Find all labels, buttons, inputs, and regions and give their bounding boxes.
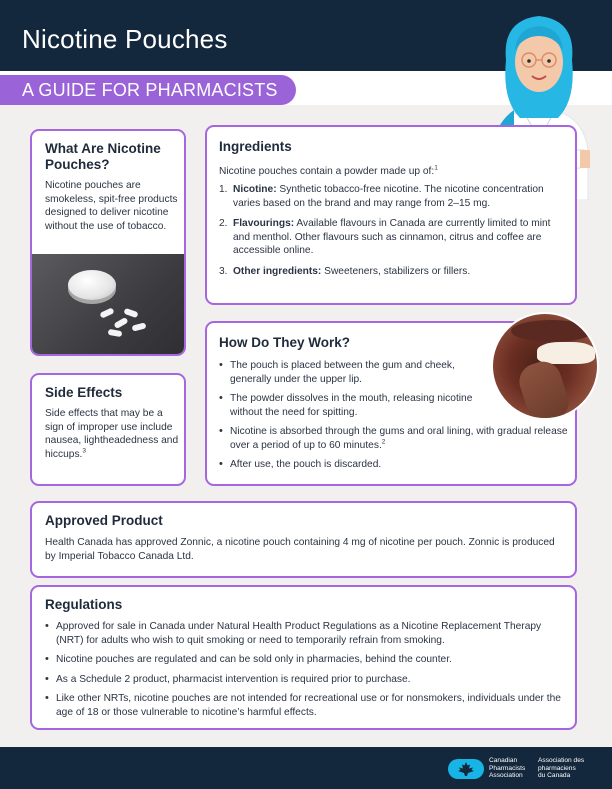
what-are-text: Nicotine pouches are smokeless, spit-free products designed to deliver nicotine without the use of tobacco. (45, 180, 178, 232)
regulations-heading: Regulations (45, 597, 123, 612)
approved-heading: Approved Product (45, 513, 163, 528)
regulations-card (30, 585, 577, 730)
approved-product-card (30, 501, 577, 578)
how-item: • The pouch is placed between the gum and cheek, generally under the upper lip. (219, 359, 569, 386)
how-heading: How Do They Work? (219, 335, 351, 350)
pouch-item (131, 322, 146, 331)
side-effects-text: Side effects that may be a sign of improper use include nausea, lightheadedness and hiccups.$^3$ (45, 408, 179, 460)
regulation-item: • Nicotine pouches are regulated and can be sold only in pharmacies, behind the counter. (45, 653, 567, 667)
how-item: • Nicotine is absorbed through the gums and oral lining, with gradual release over a period of up to 60 minutes.$^2$ (219, 425, 569, 452)
how-item: • The powder dissolves in the mouth, releasing nicotine without the need for spitting. (219, 392, 569, 419)
what-are-card (30, 129, 186, 356)
regulation-item: • As a Schedule 2 product, pharmacist intervention is required prior to purchase. (45, 673, 567, 687)
ingredients-intro: Nicotine pouches contain a powder made up of:$^1$ (219, 164, 438, 177)
ingredients-list (219, 183, 569, 285)
pouch-item (99, 307, 114, 318)
regulations-list (45, 620, 567, 725)
ingredients-heading: Ingredients (219, 139, 292, 154)
approved-text: Health Canada has approved Zonnic, a nicotine pouch containing 4 mg of nicotine per pouch. Zonnic is produced by Imperial Tobacco Canada Ltd. (45, 537, 555, 562)
what-are-heading: What Are Nicotine Pouches? (45, 141, 161, 172)
ingredients-card (205, 125, 577, 305)
ingredient-item: 3. Other ingredients: Sweeteners, stabilizers or fillers. (219, 265, 471, 277)
pouch-tin-photo (32, 254, 186, 356)
cpha-logo-english: Canadian Pharmacists Association (489, 757, 526, 780)
page-title: Nicotine Pouches (22, 24, 228, 54)
regulation-item: • Like other NRTs, nicotine pouches are not intended for recreational use or for nonsmokers, individuals under the age of 18 or those vulnerable to nicotine’s harmful effects. (45, 692, 567, 719)
how-item: • After use, the pouch is discarded. (219, 458, 569, 472)
pouch-item (113, 317, 128, 329)
footer-bar (0, 747, 612, 789)
side-effects-heading: Side Effects (45, 385, 123, 400)
ingredient-item: 2. Flavourings: Available flavours in Canada are currently limited to mint and menthol. Other flavours such as cinnamon, citrus and coffee are accessible online. (219, 218, 551, 256)
pouch-item (123, 308, 138, 318)
side-effects-card (30, 373, 186, 486)
page-subtitle: A GUIDE FOR PHARMACISTS (22, 80, 278, 100)
ingredient-item: 1. Nicotine: Synthetic tobacco-free nicotine. The nicotine concentration varies based on the brand and may range from 2–15 mg. (219, 184, 544, 209)
pouch-tin (68, 270, 116, 300)
lip-shape (511, 320, 593, 342)
finger-shape (515, 357, 573, 420)
pouch-in-mouth-photo (491, 312, 599, 420)
cpha-logo-french: Association des pharmaciens du Canada (538, 757, 585, 780)
pouch-item (108, 329, 123, 337)
maple-leaf-icon (448, 759, 484, 779)
subtitle-banner (0, 75, 296, 105)
regulation-item: • Approved for sale in Canada under Natural Health Product Regulations as a Nicotine Replacement Therapy (NRT) for adults who wish to quit smoking or need to temporarily refrain from smoking. (45, 620, 567, 647)
